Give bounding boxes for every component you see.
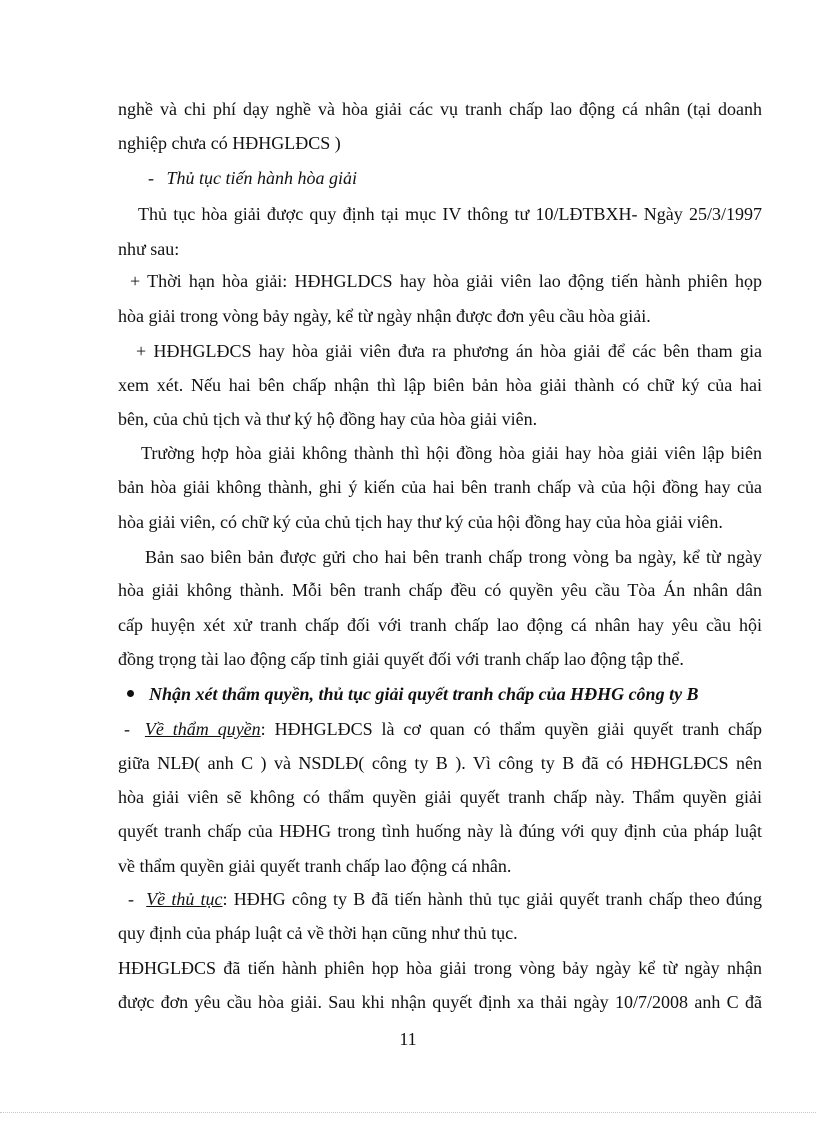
paragraph-line: hòa giải viên, có chữ ký của chủ tịch hay thư ký của hội đồng hay của hòa giải viên.: [118, 512, 723, 532]
paragraph-line: quyết tranh chấp của HĐHG trong tình huống này là đúng với quy định của pháp luật: [118, 821, 762, 841]
heading-dash: -: [148, 168, 154, 188]
paragraph-line: nghiệp chưa có HĐHGLĐCS ): [118, 133, 341, 153]
page-number: 11: [399, 1029, 417, 1049]
paragraph-line: hòa giải viên sẽ không có thẩm quyền giải quyết tranh chấp này. Thẩm quyền giải: [118, 787, 762, 807]
paragraph-line: HĐHGLĐCS đã tiến hành phiên họp hòa giải trong vòng bảy ngày kể từ ngày nhận: [118, 958, 762, 978]
item-label: Về thẩm quyền: [144, 719, 261, 739]
item-dash: -: [128, 889, 134, 909]
paragraph-line: đồng trọng tài lao động cấp tỉnh giải quyết đối với tranh chấp lao động tập thể.: [118, 649, 684, 669]
paragraph-line: như sau:: [118, 239, 180, 259]
paragraph-line: Thủ tục hòa giải được quy định tại mục IV thông tư 10/LĐTBXH- Ngày 25/3/1997: [138, 204, 762, 224]
paragraph-line: được đơn yêu cầu hòa giải. Sau khi nhận quyết định xa thải ngày 10/7/2008 anh C đã: [118, 992, 762, 1012]
paragraph-line: Trường hợp hòa giải không thành thì hội đồng hòa giải hay hòa giải viên lập biên: [141, 443, 762, 463]
item-label: Về thủ tục: [146, 889, 223, 909]
bullet-heading: Nhận xét thẩm quyền, thủ tục giải quyết tranh chấp của HĐHG công ty B: [149, 684, 699, 704]
paragraph-line: nghề và chi phí dạy nghề và hòa giải các vụ tranh chấp lao động cá nhân (tại doanh: [118, 99, 762, 119]
paragraph-line: giữa NLĐ( anh C ) và NSDLĐ( công ty B ). Vì công ty B đã có HĐHGLĐCS nên: [118, 753, 762, 773]
paragraph-line: [128, 888, 762, 910]
paragraph-line: xem xét. Nếu hai bên chấp nhận thì lập biên bản hòa giải thành có chữ ký của hai: [118, 375, 762, 395]
paragraph-line: hòa giải không thành. Mỗi bên tranh chấp đều có quyền yêu cầu Tòa Án nhân dân: [118, 580, 762, 600]
paragraph-line: hòa giải trong vòng bảy ngày, kể từ ngày nhận được đơn yêu cầu hòa giải.: [118, 306, 651, 326]
item-dash: -: [124, 719, 130, 739]
paragraph-line: [124, 718, 762, 740]
item-text: : HĐHGLĐCS là cơ quan có thẩm quyền giải quyết tranh chấp: [260, 719, 762, 739]
paragraph-line: cấp huyện xét xử tranh chấp đối với tranh chấp lao động cá nhân hay yêu cầu hội: [118, 615, 762, 635]
item-text: : HĐHG công ty B đã tiến hành thủ tục giải quyết tranh chấp theo đúng: [222, 889, 763, 909]
paragraph-line: bên, của chủ tịch và thư ký hộ đồng hay của hòa giải viên.: [118, 409, 538, 429]
heading-text: Thủ tục tiến hành hòa giải: [166, 168, 357, 188]
paragraph-line: + Thời hạn hòa giải: HĐHGLDCS hay hòa giải viên lao động tiến hành phiên họp: [130, 271, 762, 291]
procedure-heading: [148, 167, 357, 189]
bullet-dot: [127, 690, 134, 697]
paragraph-line: quy định của pháp luật cả về thời hạn cũng như thủ tục.: [118, 923, 518, 943]
paragraph-line: + HĐHGLĐCS hay hòa giải viên đưa ra phương án hòa giải để các bên tham gia: [136, 341, 762, 361]
paragraph-line: bản hòa giải không thành, ghi ý kiến của hai bên tranh chấp và của hội đồng hay của: [118, 477, 762, 497]
page-bottom-divider: [0, 1112, 816, 1113]
paragraph-line: về thẩm quyền giải quyết tranh chấp lao động cá nhân.: [118, 856, 512, 876]
paragraph-line: Bản sao biên bản được gửi cho hai bên tranh chấp trong vòng ba ngày, kể từ ngày: [145, 547, 762, 567]
